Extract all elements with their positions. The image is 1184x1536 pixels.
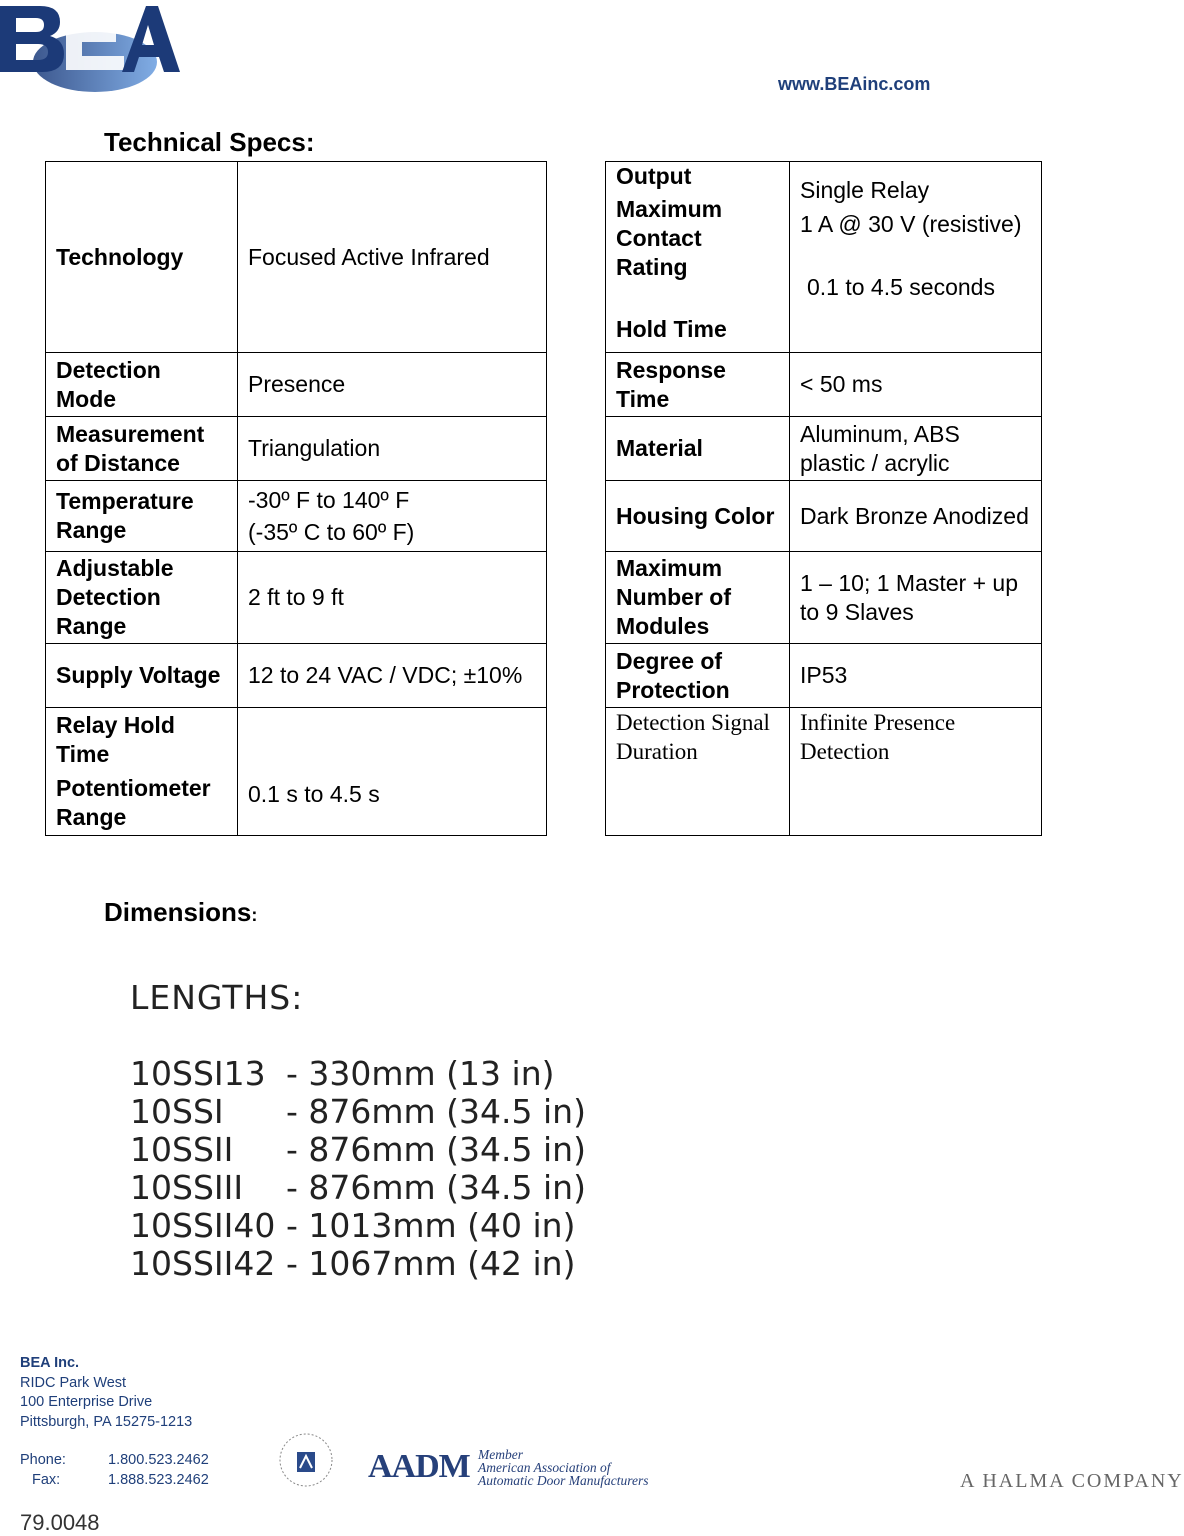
hold-time-value: 0.1 to 4.5 seconds — [807, 274, 995, 300]
fax-number: 1.888.523.2462 — [108, 1471, 209, 1488]
model-length: - 1013mm (40 in) — [286, 1206, 576, 1245]
spec-value: Infinite Presence Detection — [790, 708, 1042, 836]
table-row — [606, 644, 1042, 708]
table-row — [46, 162, 547, 353]
contact-rating-label: Maximum Contact Rating — [616, 196, 723, 280]
document-number: 79.0048 — [20, 1510, 100, 1535]
table-row — [46, 417, 547, 481]
model-length: - 876mm (34.5 in) — [286, 1130, 586, 1169]
lengths-block — [130, 978, 586, 1283]
website-url[interactable]: www.BEAinc.com — [778, 74, 931, 94]
spec-value: Presence — [238, 353, 547, 417]
table-row — [606, 552, 1042, 644]
model-name: 10SSII40 — [130, 1206, 276, 1245]
spec-label: Response Time — [606, 353, 790, 417]
fax-label: Fax: — [32, 1471, 61, 1488]
relay-hold-label: Relay Hold Time — [56, 712, 175, 767]
address-line: Pittsburgh, PA 15275-1213 — [20, 1413, 193, 1430]
spec-label: Temperature Range — [46, 481, 238, 552]
model-length: - 330mm (13 in) — [286, 1054, 555, 1093]
aadm-line: Member — [478, 1447, 523, 1462]
table-row — [46, 708, 547, 836]
model-name: 10SSIII — [130, 1168, 244, 1207]
spec-label — [46, 708, 238, 836]
table-row — [606, 353, 1042, 417]
spec-label: Detection Mode — [46, 353, 238, 417]
company-name: BEA Inc. — [20, 1355, 80, 1371]
halma-company: A HALMA COMPANY — [960, 1470, 1184, 1492]
spec-label: Technology — [46, 162, 238, 353]
table-row — [606, 162, 1042, 353]
aadm-letters: AADM — [368, 1448, 470, 1485]
address-line: RIDC Park West — [20, 1374, 127, 1391]
spec-value: Focused Active Infrared — [238, 162, 547, 353]
model-name: 10SSI13 — [130, 1054, 266, 1093]
phone-number: 1.800.523.2462 — [108, 1452, 209, 1468]
aadm-logo — [368, 1447, 649, 1488]
aadm-member-text — [478, 1448, 648, 1487]
model-name: 10SSI — [130, 1092, 224, 1131]
spec-value: 0.1 s to 4.5 s — [238, 708, 547, 836]
phone-row — [20, 1451, 209, 1471]
dimensions-title — [104, 897, 257, 928]
spec-label: Supply Voltage — [46, 644, 238, 708]
footer-address — [20, 1354, 209, 1490]
spec-label: Degree of Protection — [606, 644, 790, 708]
table-row — [46, 644, 547, 708]
spec-value: 2 ft to 9 ft — [238, 552, 547, 644]
model-name: 10SSII42 — [130, 1244, 276, 1283]
table-row — [606, 708, 1042, 836]
hold-time-label: Hold Time — [616, 316, 727, 342]
model-length: - 1067mm (42 in) — [286, 1244, 576, 1283]
spec-value — [790, 162, 1042, 353]
lengths-heading: LENGTHS: — [130, 978, 304, 1017]
phone-label: Phone: — [20, 1452, 66, 1468]
table-row — [606, 417, 1042, 481]
spec-value: Triangulation — [238, 417, 547, 481]
address-line: 100 Enterprise Drive — [20, 1394, 153, 1410]
spec-label: Measurement of Distance — [46, 417, 238, 481]
dimensions-colon: : — [251, 905, 258, 925]
spec-label: Housing Color — [606, 481, 790, 552]
spec-label: Adjustable Detection Range — [46, 552, 238, 644]
specs-title: Technical Specs: — [104, 127, 315, 157]
model-length: - 876mm (34.5 in) — [286, 1092, 586, 1131]
spec-value: < 50 ms — [790, 353, 1042, 417]
model-name: 10SSII — [130, 1130, 234, 1169]
table-row — [46, 552, 547, 644]
temp-celsius: (-35º C to 60º F) — [248, 518, 415, 545]
spec-label: Maximum Number of Modules — [606, 552, 790, 644]
aadm-line: Automatic Door Manufacturers — [478, 1473, 649, 1488]
potentiometer-label: Potentiometer Range — [56, 775, 211, 830]
education-seal-icon — [278, 1432, 334, 1488]
spec-value: IP53 — [790, 644, 1042, 708]
spec-value: 1 – 10; 1 Master + up to 9 Slaves — [790, 552, 1042, 644]
spec-value: Dark Bronze Anodized — [790, 481, 1042, 552]
spec-value: Aluminum, ABS plastic / acrylic — [790, 417, 1042, 481]
fax-row — [20, 1471, 209, 1491]
dimensions-title-text: Dimensions — [104, 897, 252, 927]
table-row — [46, 353, 547, 417]
relay-value: Single Relay — [800, 177, 930, 203]
specs-table-right — [605, 161, 1042, 836]
contact-rating-value: 1 A @ 30 V (resistive) — [800, 211, 1022, 237]
spec-value — [238, 481, 547, 552]
spec-label: Material — [606, 417, 790, 481]
spec-value: 12 to 24 VAC / VDC; ±10% — [238, 644, 547, 708]
output-label: Output — [616, 163, 692, 189]
specs-table-left — [45, 161, 547, 836]
table-row — [46, 481, 547, 552]
spec-label: Detection Signal Duration — [606, 708, 790, 836]
table-row — [606, 481, 1042, 552]
temp-fahrenheit: -30º F to 140º F — [248, 486, 410, 513]
bea-logo — [0, 0, 180, 96]
spec-label — [606, 162, 790, 353]
aadm-line: American Association of — [478, 1460, 611, 1475]
model-length: - 876mm (34.5 in) — [286, 1168, 586, 1207]
